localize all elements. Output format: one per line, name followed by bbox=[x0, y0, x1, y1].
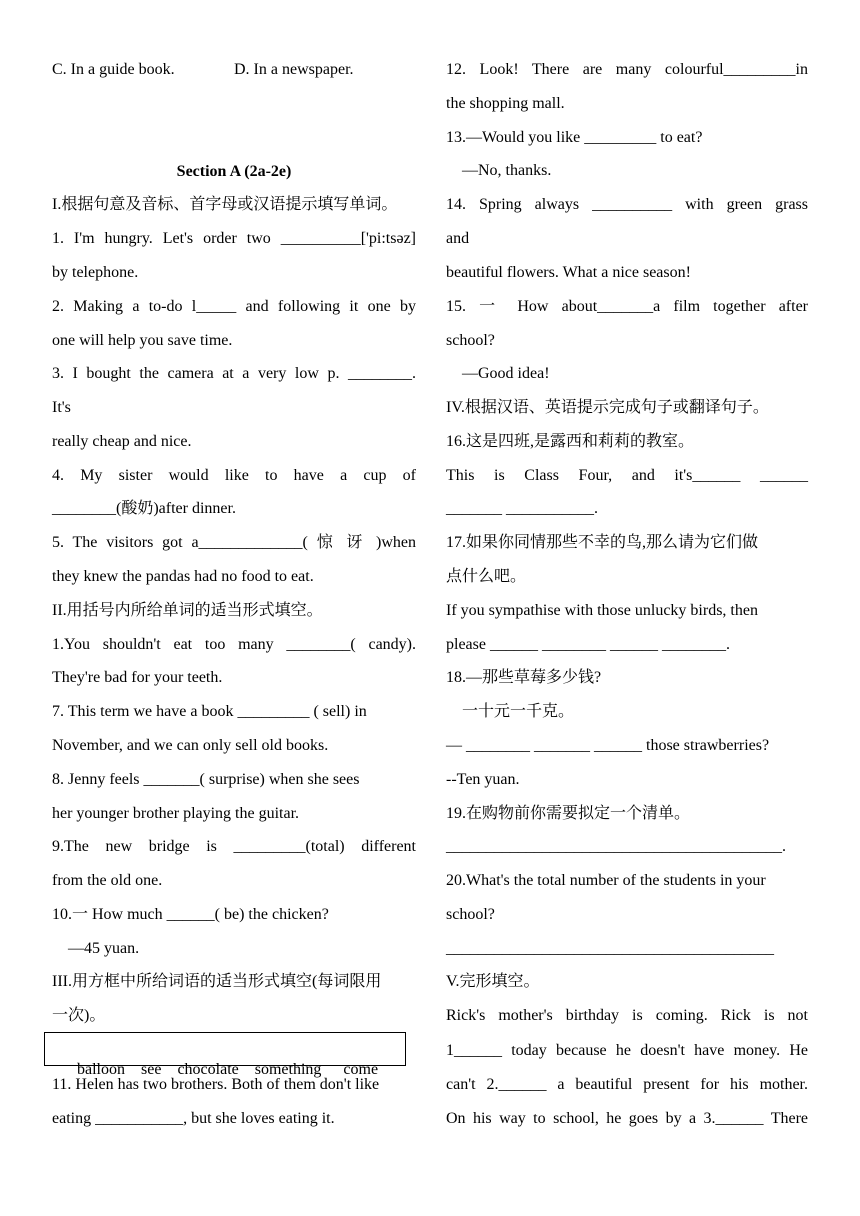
question-line: 16.这是四班,是露西和莉莉的教室。 bbox=[446, 433, 695, 450]
question-line: one will help you save time. bbox=[52, 332, 233, 349]
question-line: 19.在购物前你需要拟定一个清单。 bbox=[446, 805, 691, 822]
question-line: 一十元一千克。 bbox=[446, 703, 575, 720]
word-box-item: something bbox=[254, 1061, 322, 1078]
question-line: 5. The visitors got a_____________( 惊 讶 )when bbox=[52, 534, 416, 551]
question-line: 20.What's the total number of the students in your bbox=[446, 872, 766, 889]
question-line: 7. This term we have a book _________ ( sell) in bbox=[52, 703, 367, 720]
passage-line: Rick's mother's birthday is coming. Rick is not bbox=[446, 1007, 808, 1024]
question-line: 3. I bought the camera at a very low p. ________. bbox=[52, 365, 416, 382]
question-line: the shopping mall. bbox=[446, 95, 565, 112]
part3-header: III.用方框中所给词语的适当形式填空(每词限用 bbox=[52, 973, 382, 990]
question-line: 11. Helen has two brothers. Both of them don't like bbox=[52, 1076, 380, 1093]
question-line: 13.—Would you like _________ to eat? bbox=[446, 129, 703, 146]
question-line: This is Class Four, and it's______ ______ bbox=[446, 467, 808, 484]
question-line: beautiful flowers. What a nice season! bbox=[446, 264, 691, 281]
word-box-item: balloon bbox=[77, 1061, 125, 1078]
passage-line: can't 2.______ a beautiful present for his mother. bbox=[446, 1076, 808, 1093]
question-line: 1.You shouldn't eat too many ________( candy). bbox=[52, 636, 416, 653]
part2-header: II.用括号内所给单词的适当形式填空。 bbox=[52, 602, 323, 619]
question-line: eating ___________, but she loves eating it. bbox=[52, 1110, 335, 1127]
part1-header: I.根据句意及音标、首字母或汉语提示填写单词。 bbox=[52, 196, 398, 213]
question-line: — ________ _______ ______ those strawberries? bbox=[446, 737, 770, 754]
question-line: really cheap and nice. bbox=[52, 433, 192, 450]
part4-header: IV.根据汉语、英语提示完成句子或翻译句子。 bbox=[446, 399, 769, 416]
question-line: --Ten yuan. bbox=[446, 771, 520, 788]
question-line: from the old one. bbox=[52, 872, 163, 889]
part3-header-cont: 一次)。 bbox=[52, 1007, 106, 1024]
question-line: 15. 一 How about_______a film together after bbox=[446, 298, 808, 315]
word-box-item: come bbox=[343, 1061, 379, 1078]
question-line: 14. Spring always __________ with green grass bbox=[446, 196, 808, 213]
question-line: 8. Jenny feels _______( surprise) when she sees bbox=[52, 771, 360, 788]
answer-line: _________________________________________ bbox=[446, 940, 774, 957]
question-line: 1. I'm hungry. Let's order two __________['pi:tsəz] bbox=[52, 230, 416, 247]
option-c: C. In a guide book. bbox=[52, 61, 175, 78]
question-line: and bbox=[446, 230, 470, 247]
question-line: 18.—那些草莓多少钱? bbox=[446, 669, 602, 686]
passage-line: On his way to school, he goes by a 3.______ There bbox=[446, 1110, 808, 1127]
question-line: please ______ ________ ______ ________. bbox=[446, 636, 730, 653]
question-line: November, and we can only sell old books. bbox=[52, 737, 329, 754]
question-line: 2. Making a to-do l_____ and following it one by bbox=[52, 298, 416, 315]
word-box-item: chocolate bbox=[177, 1061, 239, 1078]
question-line: 4. My sister would like to have a cup of bbox=[52, 467, 416, 484]
section-title: Section A (2a-2e) bbox=[176, 163, 292, 180]
question-line: 12. Look! There are many colourful_________in bbox=[446, 61, 808, 78]
question-line: school? bbox=[446, 906, 495, 923]
question-line: 9.The new bridge is _________(total) different bbox=[52, 838, 416, 855]
question-line: her younger brother playing the guitar. bbox=[52, 805, 300, 822]
question-line: 点什么吧。 bbox=[446, 568, 527, 585]
word-box-item: see bbox=[141, 1061, 162, 1078]
question-line: If you sympathise with those unlucky birds, then bbox=[446, 602, 758, 619]
question-line: —No, thanks. bbox=[446, 162, 552, 179]
question-line: they knew the pandas had no food to eat. bbox=[52, 568, 314, 585]
question-line: —Good idea! bbox=[446, 365, 550, 382]
passage-line: 1______ today because he doesn't have money. He bbox=[446, 1042, 808, 1059]
question-line: They're bad for your teeth. bbox=[52, 669, 223, 686]
option-d: D. In a newspaper. bbox=[234, 61, 354, 78]
part5-header: V.完形填空。 bbox=[446, 973, 540, 990]
word-box bbox=[44, 1032, 406, 1078]
question-line: It's bbox=[52, 399, 71, 416]
question-line: —45 yuan. bbox=[52, 940, 140, 957]
question-line: 17.如果你同情那些不幸的鸟,那么请为它们做 bbox=[446, 534, 759, 551]
question-line: school? bbox=[446, 332, 495, 349]
question-line: by telephone. bbox=[52, 264, 139, 281]
question-line: 10.一 How much ______( be) the chicken? bbox=[52, 906, 329, 923]
question-line: ________(酸奶)after dinner. bbox=[52, 500, 236, 517]
question-line: _______ ___________. bbox=[446, 500, 598, 517]
word-box-words bbox=[53, 1040, 394, 1078]
answer-line: __________________________________________. bbox=[446, 838, 786, 855]
